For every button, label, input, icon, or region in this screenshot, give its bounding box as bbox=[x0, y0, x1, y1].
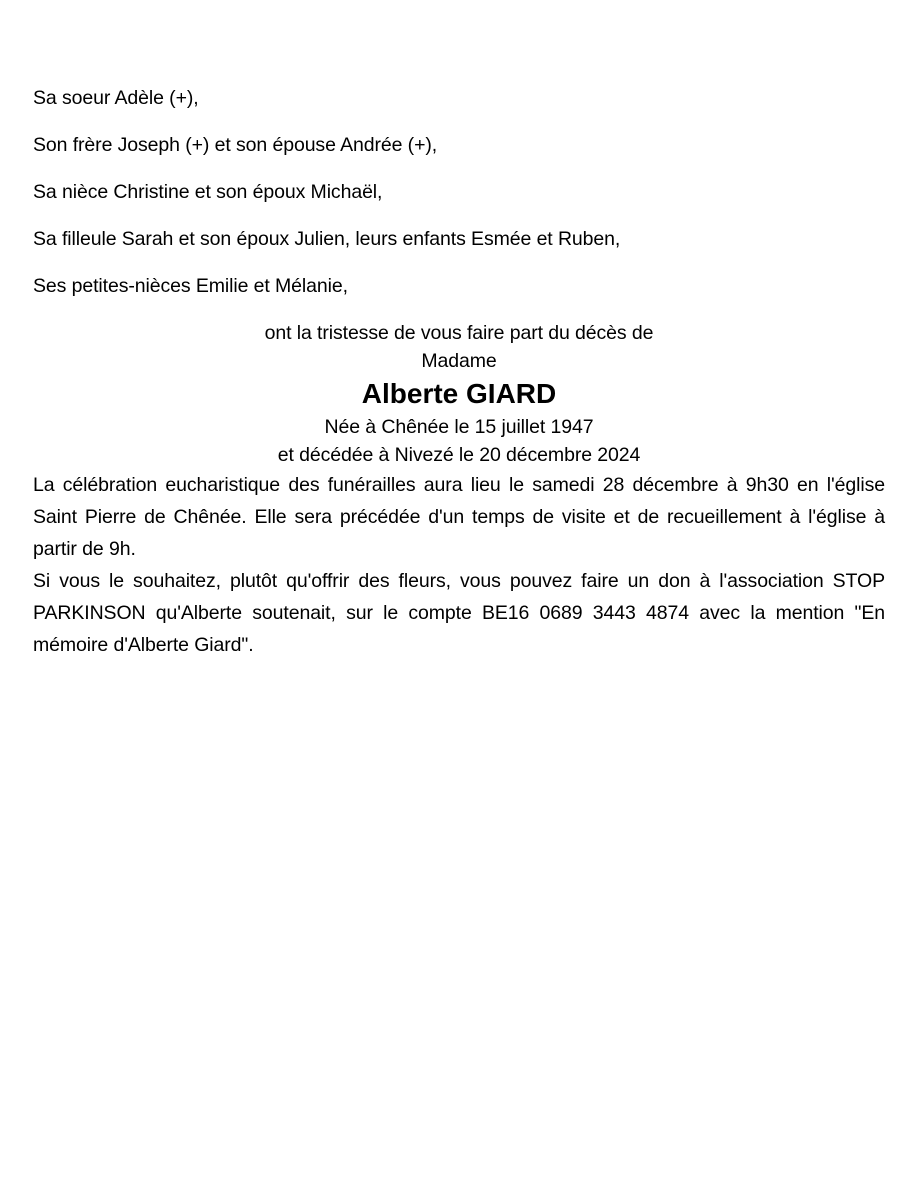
ceremony-paragraph: La célébration eucharistique des funérailles aura lieu le samedi 28 décembre à 9h30 en l'église Saint Pierre de Chênée. Elle sera précédée d'un temps de visite et de recueillement à l'église à partir de 9h. bbox=[33, 474, 885, 560]
family-line-sister: Sa soeur Adèle (+), bbox=[33, 87, 199, 109]
announcement-line: ont la tristesse de vous faire part du décès de bbox=[264, 322, 654, 344]
death-line: et décédée à Nivezé le 20 décembre 2024 bbox=[277, 444, 641, 466]
family-line-goddaughter: Sa filleule Sarah et son époux Julien, leurs enfants Esmée et Ruben, bbox=[33, 228, 621, 250]
family-line-grandnieces: Ses petites-nièces Emilie et Mélanie, bbox=[33, 275, 348, 297]
deceased-name: Alberte GIARD bbox=[361, 378, 557, 409]
birth-line: Née à Chênée le 15 juillet 1947 bbox=[324, 416, 594, 438]
family-line-brother: Son frère Joseph (+) et son épouse Andrée (+), bbox=[33, 134, 438, 156]
donation-paragraph: Si vous le souhaitez, plutôt qu'offrir des fleurs, vous pouvez faire un don à l'association STOP PARKINSON qu'Alberte soutenait, sur le compte BE16 0689 3443 4874 avec la mention "En mémoire d'Alberte Giard". bbox=[33, 570, 885, 656]
civility-title: Madame bbox=[421, 350, 497, 372]
family-line-niece: Sa nièce Christine et son époux Michaël, bbox=[33, 181, 383, 203]
family-list bbox=[33, 84, 885, 300]
